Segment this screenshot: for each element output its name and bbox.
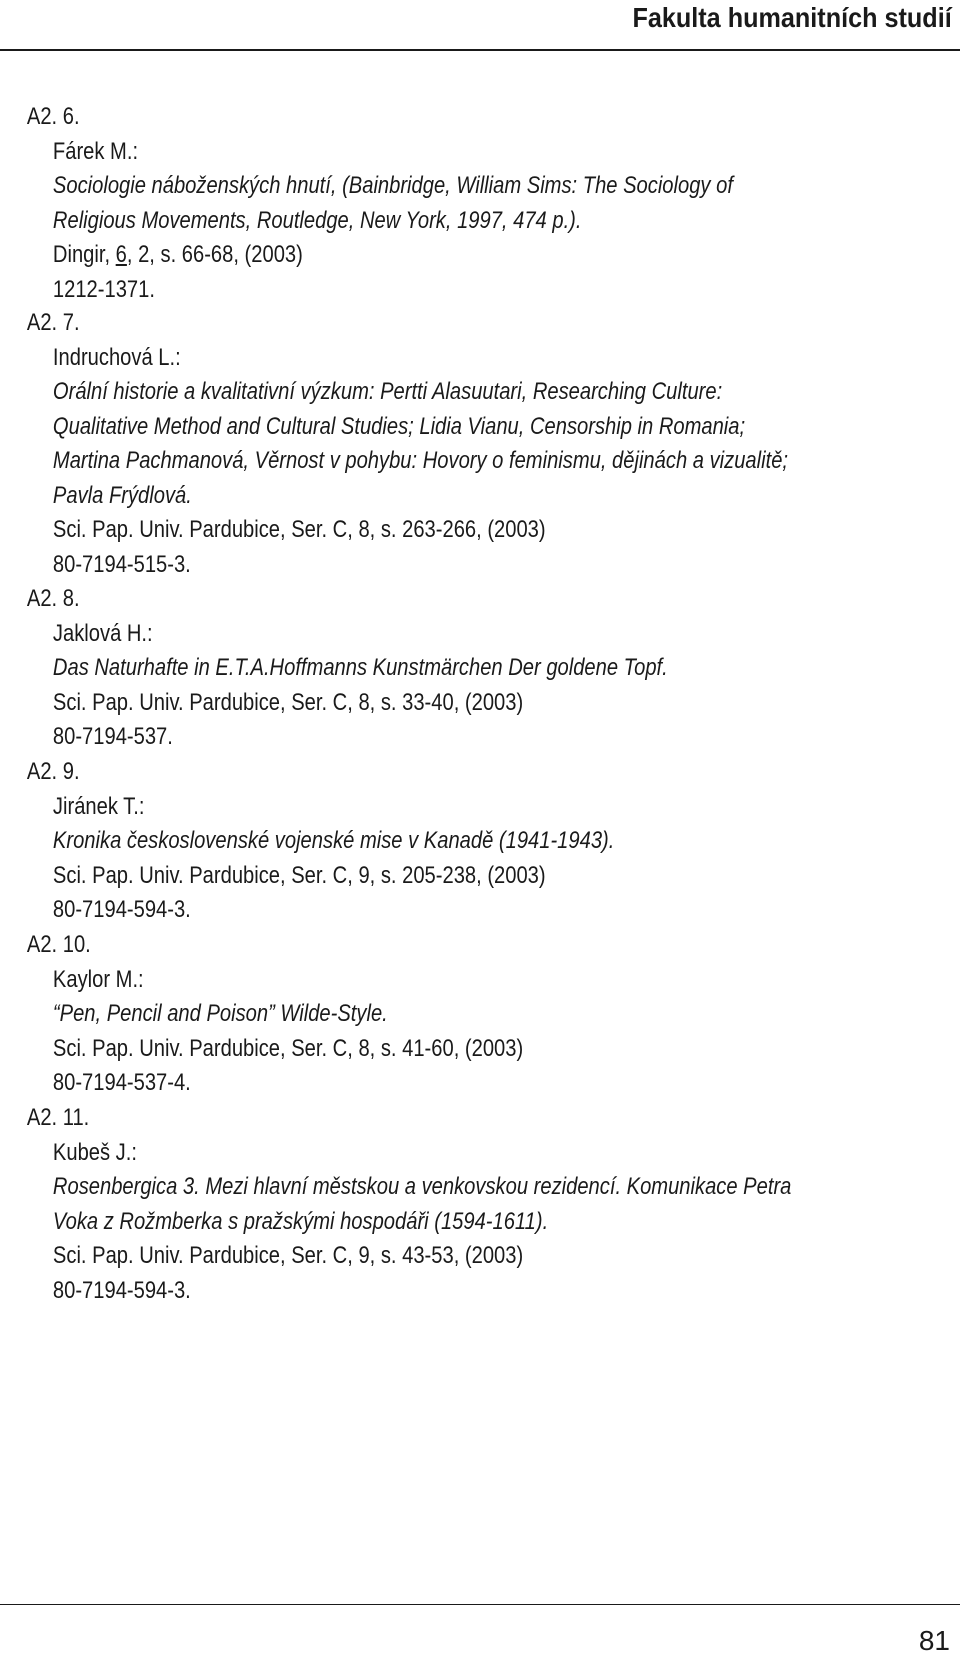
header-divider xyxy=(0,49,960,51)
source-suffix: , 2, s. 66-68, (2003) xyxy=(126,241,303,268)
entry-author: Jaklová H.: xyxy=(52,619,153,647)
publication-entry xyxy=(0,755,960,928)
entry-number: A2. 7. xyxy=(26,309,80,336)
entry-title-line: Religious Movements, Routledge, New York, 1997, 474 p.). xyxy=(52,206,582,234)
entry-title-line: Sociologie náboženských hnutí, (Bainbridge, William Sims: The Sociology of xyxy=(52,172,733,199)
entry-isbn: 80-7194-515-3. xyxy=(52,550,191,578)
entry-source: Sci. Pap. Univ. Pardubice, Ser. C, 8, s. 33-40, (2003) xyxy=(52,688,524,716)
entry-title-line: Qualitative Method and Cultural Studies; Lidia Vianu, Censorship in Romania; xyxy=(52,412,746,440)
entry-title-line: Kronika československé vojenské mise v Kanadě (1941-1943). xyxy=(52,827,615,854)
entry-number: A2. 8. xyxy=(26,585,80,612)
entry-source xyxy=(0,238,806,273)
entry-isbn: 1212-1371. xyxy=(52,275,155,303)
entry-number: A2. 11. xyxy=(26,1104,90,1131)
publication-entry xyxy=(0,928,960,1101)
entry-title-line: Rosenbergica 3. Mezi hlavní městskou a venkovskou rezidencí. Komunikace Petra xyxy=(52,1173,792,1200)
source-volume: 6 xyxy=(115,241,127,268)
entry-author: Kubeš J.: xyxy=(52,1138,137,1166)
entry-isbn: 80-7194-594-3. xyxy=(52,896,191,923)
entry-source: Sci. Pap. Univ. Pardubice, Ser. C, 8, s. 263-266, (2003) xyxy=(52,516,546,543)
entry-title-line: “Pen, Pencil and Poison” Wilde-Style. xyxy=(52,1000,388,1027)
entry-number: A2. 6. xyxy=(26,103,80,130)
entry-author: Indruchová L.: xyxy=(52,343,181,371)
entry-title-line: Martina Pachmanová, Věrnost v pohybu: Hovory o feminismu, dějinách a vizualitě; xyxy=(52,447,789,474)
entry-number: A2. 10. xyxy=(26,931,91,958)
page-number: 81 xyxy=(918,1625,950,1656)
source-prefix: Dingir, xyxy=(52,241,116,268)
entry-source: Sci. Pap. Univ. Pardubice, Ser. C, 8, s. 41-60, (2003) xyxy=(52,1034,524,1062)
entry-title-line: Das Naturhafte in E.T.A.Hoffmanns Kunstmärchen Der goldene Topf. xyxy=(52,654,668,681)
publication-entry xyxy=(0,582,960,755)
publication-entry xyxy=(0,1101,960,1308)
page-header xyxy=(0,0,960,58)
footer-divider xyxy=(0,1604,960,1605)
entry-isbn: 80-7194-594-3. xyxy=(52,1276,191,1304)
entry-title-line: Pavla Frýdlová. xyxy=(52,481,192,509)
entry-isbn: 80-7194-537-4. xyxy=(52,1069,191,1096)
entry-source: Sci. Pap. Univ. Pardubice, Ser. C, 9, s. 43-53, (2003) xyxy=(52,1242,524,1269)
entry-author: Kaylor M.: xyxy=(52,965,144,993)
entry-isbn: 80-7194-537. xyxy=(52,723,173,750)
entry-title-line: Voka z Rožmberka s pražskými hospodáři (1594-1611). xyxy=(52,1207,549,1235)
entry-number: A2. 9. xyxy=(26,758,80,785)
entry-author: Jiránek T.: xyxy=(52,792,145,820)
faculty-title: Fakulta humanitních studií xyxy=(632,2,952,33)
publication-entry xyxy=(0,100,960,307)
publication-entry xyxy=(0,306,960,582)
entry-author: Fárek M.: xyxy=(52,137,139,165)
entry-title-line: Orální historie a kvalitativní výzkum: Pertti Alasuutari, Researching Culture: xyxy=(52,378,723,405)
entry-source: Sci. Pap. Univ. Pardubice, Ser. C, 9, s. 205-238, (2003) xyxy=(52,861,546,889)
